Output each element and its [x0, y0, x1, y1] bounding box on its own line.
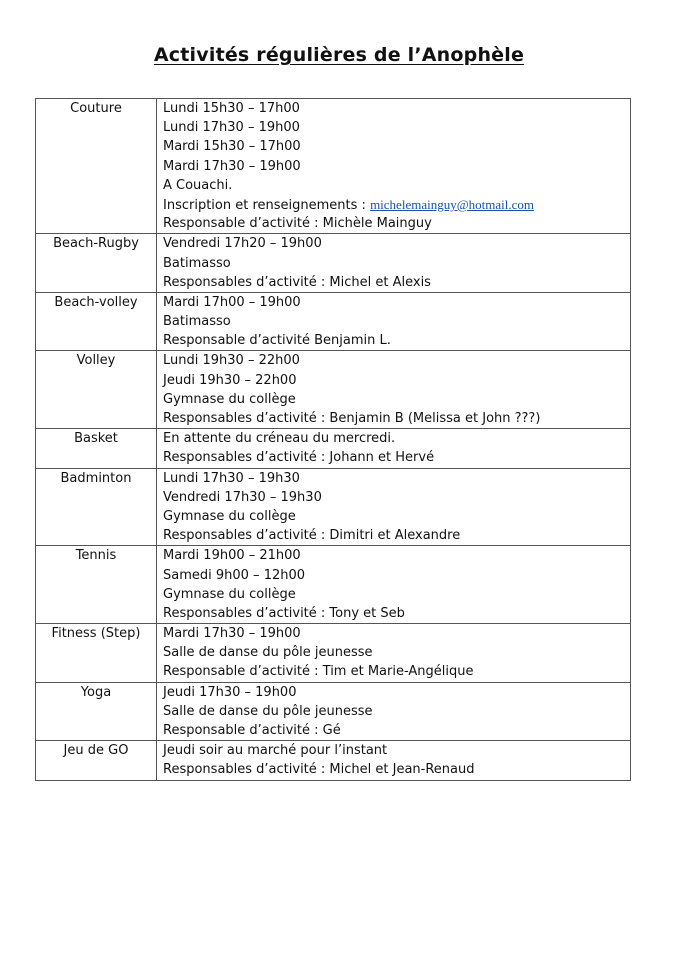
activity-name: Beach-Rugby [36, 234, 157, 293]
activity-details [157, 546, 631, 624]
table-row [36, 682, 631, 741]
responsable-line: Responsables d’activité : Johann et Hervé [163, 450, 435, 466]
location-line: Gymnase du collège [163, 508, 296, 524]
activity-details [157, 468, 631, 546]
table-row [36, 234, 631, 293]
table-row [36, 741, 631, 780]
schedule-line: Lundi 17h30 – 19h00 [163, 120, 300, 136]
location-line: Salle de danse du pôle jeunesse [163, 703, 373, 719]
schedule-line: Lundi 15h30 – 17h00 [163, 101, 300, 116]
activity-name: Jeu de GO [36, 741, 157, 780]
location-line: A Couachi. [163, 177, 233, 193]
schedule-line: Jeudi soir au marché pour l’instant [163, 743, 388, 759]
schedule-line: Lundi 19h30 – 22h00 [163, 353, 300, 369]
responsable-line: Responsable d’activité Benjamin L. [163, 333, 391, 349]
location-line: Salle de danse du pôle jeunesse [163, 645, 373, 661]
table-row [36, 546, 631, 624]
location-line: Gymnase du collège [163, 391, 296, 407]
activity-details [157, 682, 631, 741]
responsable-line: Responsables d’activité : Dimitri et Alexandre [163, 528, 461, 544]
table-row [36, 468, 631, 546]
schedule-line: En attente du créneau du mercredi. [163, 431, 396, 447]
table-row [36, 624, 631, 683]
activity-name: Volley [36, 351, 157, 429]
table-row [36, 429, 631, 468]
responsable-line: Responsable d’activité : Tim et Marie-Angélique [163, 664, 474, 680]
activity-details [157, 99, 631, 234]
responsable-line: Responsables d’activité : Tony et Seb [163, 605, 405, 621]
schedule-line: Mardi 17h30 – 19h00 [163, 158, 301, 174]
responsable-line: Responsable d’activité : Michèle Mainguy [163, 216, 432, 232]
schedule-line: Mardi 17h00 – 19h00 [163, 294, 301, 310]
schedule-line: Lundi 17h30 – 19h30 [163, 470, 300, 486]
schedule-line: Vendredi 17h30 – 19h30 [163, 489, 322, 505]
activity-details [157, 351, 631, 429]
table-row [36, 292, 631, 351]
activity-details [157, 234, 631, 293]
activity-details [157, 741, 631, 780]
activity-name: Beach-volley [36, 292, 157, 351]
activity-details [157, 292, 631, 351]
schedule-line: Mardi 19h00 – 21h00 [163, 548, 301, 564]
inscription-label: Inscription et renseignements : [163, 197, 371, 213]
schedule-line: Jeudi 19h30 – 22h00 [163, 372, 297, 388]
activity-name: Yoga [36, 682, 157, 741]
schedule-line: Samedi 9h00 – 12h00 [163, 567, 306, 583]
schedule-line: Jeudi 17h30 – 19h00 [163, 684, 297, 700]
page-title: Activités régulières de l’Anophèle [153, 44, 525, 66]
activity-name: Fitness (Step) [36, 624, 157, 683]
activity-name: Badminton [36, 468, 157, 546]
responsable-line: Responsable d’activité : Gé [163, 723, 341, 738]
responsable-line: Responsables d’activité : Michel et Jean-Renaud [163, 762, 475, 778]
table-row [36, 351, 631, 429]
location-line: Batimasso [163, 255, 231, 271]
schedule-line: Vendredi 17h20 – 19h00 [163, 236, 322, 252]
schedule-line: Mardi 15h30 – 17h00 [163, 139, 301, 155]
location-line: Gymnase du collège [163, 586, 296, 602]
email-link[interactable]: michelemainguy@hotmail.com [370, 196, 535, 212]
activity-name: Couture [36, 99, 157, 234]
inscription-line [163, 195, 630, 214]
schedule-line: Mardi 17h30 – 19h00 [163, 626, 301, 642]
activity-name: Basket [36, 429, 157, 468]
table-row [36, 99, 631, 234]
activity-name: Tennis [36, 546, 157, 624]
activity-details [157, 429, 631, 468]
responsable-line: Responsables d’activité : Michel et Alexis [163, 274, 431, 290]
location-line: Batimasso [163, 314, 231, 330]
activities-table [35, 98, 631, 781]
activity-details [157, 624, 631, 683]
responsable-line: Responsables d’activité : Benjamin B (Melissa et John ???) [163, 411, 541, 426]
